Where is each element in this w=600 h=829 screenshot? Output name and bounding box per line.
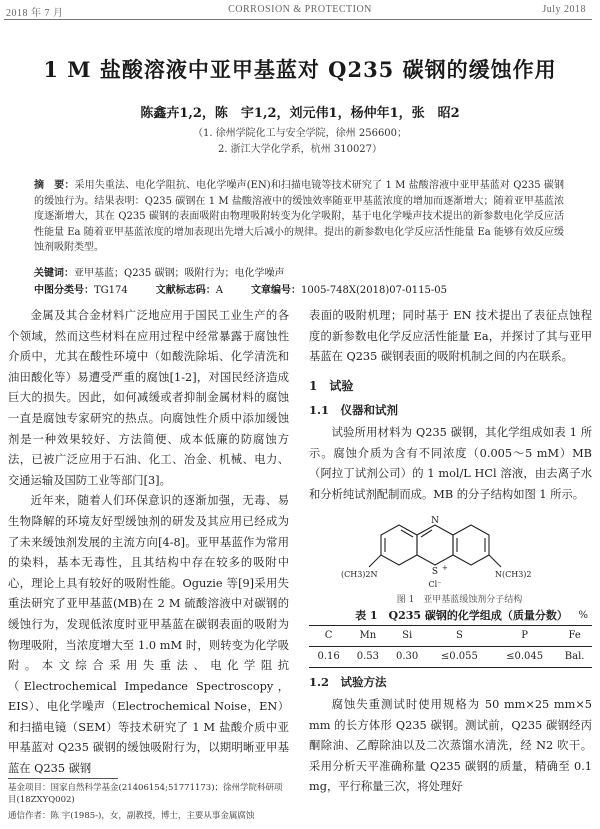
footnote-rule [8,778,118,779]
doc-label: 文献标志码： [155,285,216,296]
right-dimethylamino-label: N(CH3)2 [495,570,532,580]
affiliation-1: （1. 徐州学院化工与安全学院，徐州 256600； [192,128,408,139]
central-ring [417,525,453,565]
table-cell: ≤0.045 [506,651,544,663]
article-label: 文章编号： [250,285,301,296]
section-1-2-heading: 1.2 试验方法 [309,675,387,690]
table-cell: 0.53 [356,651,379,663]
clc-value: TG174 [94,285,128,296]
author-list: 陈鑫卉1,2，陈 宇1,2，刘元伟1，杨仲年1，张 昭2 [140,106,460,121]
header-rule [4,19,592,20]
keywords-text: 亚甲基蓝；Q235 碳钢；吸附行为；电化学噪声 [74,268,285,279]
table-1-unit: % [578,610,588,622]
table-cell: 0.30 [395,651,419,663]
table-1-caption [309,607,592,625]
journal-name: CORROSION & PROTECTION [228,4,372,15]
materials-paragraph: 试验所用材料为 Q235 碳钢，其化学组成如表 1 所示。腐蚀介质为含有不同浓度（0.005～5 mM）MB（阿拉丁试剂公司）的 1 mol/L HCl 溶液，由去离子水和分析纯试剂配制而成。MB 的分子结构如图 1 所示。 [309,425,592,501]
table-row [309,647,592,668]
intro-paragraph-2: 近年来，随着人们环保意识的逐渐加强，无毒、易生物降解的环境友好型缓蚀剂的研发及其应用已经成为了未来缓蚀剂发展的主流方向[4-8]。亚甲基蓝作为常用的染料，基本无毒性，且其结构中存在较多的吸附中心，理论上具有较好的吸附性能。Oguzie 等[9]采用失重法研究了亚甲基蓝(MB)在 2 M 硫酸溶液中对碳钢的缓蚀行为，发现低浓度时亚甲基蓝在碳钢表面的吸附为物理吸附，当浓度增大至 1.0 mM 时，则转变为化学吸附。本文综合采用失重法、电化学阻抗（Electrochemical Impedance Spectroscopy，EIS）、电化学噪声（Electrochemical Noise，EN）和扫描电镜（SEM）等技术研究了 1 M 盐酸介质中亚甲基蓝对 Q235 碳钢的缓蚀吸附行为，以期明晰亚甲基蓝在 Q235 碳钢 [8,494,289,776]
footnotes [8,782,289,822]
figure-1 [309,507,592,593]
corresponding-author-note: 通信作者：陈 宇(1985-)，女，副教授，博士，主要从事金属腐蚀 [8,811,255,821]
affiliation-2: 2. 浙江大学化学系，杭州 310027） [217,144,383,155]
left-dimethylamino-label: (CH3)2N [341,570,378,580]
intro-paragraph-1: 金属及其合金材料广泛地应用于国民工业生产的各个领域，然而这些材料在应用过程中经常暴露于腐蚀性介质中，尤其在酸性环境中（如酸洗除垢、化学清洗和油田酸化等）易遭受严重的腐蚀[1-2]，对国民经济造成巨大的损失。因此，如何减缓或者抑制金属材料的腐蚀一直是腐蚀专家研究的热点。向腐蚀性介质中添加缓蚀剂是一种效果较好、方法简便、成本低廉的防腐蚀方法，已被广泛应用于石油、化工、冶金、机械、电力、交通运输及国防工业等部门[3]。 [8,309,289,487]
abstract-label: 摘 要： [34,180,75,191]
table-header-cell: Si [402,630,413,642]
chloride-counter-ion: Cl⁻ [428,580,442,590]
composition-table [309,625,592,668]
article-meta [34,281,574,296]
methylene-blue-structure [339,507,569,593]
funding-note: 基金项目：国家自然科学基金(21406154;51771173)；徐州学院科研项目(18ZXYQ002) [8,783,283,805]
document-code [156,281,223,296]
table-1-caption-text: 表 1 Q235 碳钢的化学组成（质量分数） [355,609,568,623]
section-1-heading: 1 试验 [309,378,354,393]
right-ring [453,525,489,565]
ring-nitrogen-label: N [431,516,439,527]
doc-value: A [215,285,223,296]
left-amine-bond [369,555,381,567]
table-header-cell: Fe [568,630,581,642]
table-header-cell: Mn [359,630,377,642]
article-number [251,281,447,296]
table-header-cell: C [324,630,333,642]
article-value: 1005-748X(2018)07-0115-05 [300,285,447,296]
left-column [8,306,289,780]
abstract-text: 采用失重法、电化学阻抗、电化学噪声(EN)和扫描电镜等技术研究了 1 M 盐酸溶液中亚甲基蓝对 Q235 碳钢的缓蚀行为。结果表明：Q235 碳钢在 1 M 盐酸溶液中的缓蚀效率随亚甲基蓝浓度的增加而逐渐增大；随着亚甲基蓝浓度逐渐增大，其在 Q235 碳钢的表面吸附由物理吸附转变为化学吸附，基于电化学噪声技术提出的新参数电化学反应活性能量 Ea 随着亚甲基蓝浓度的增加表现出先增大后减小的规律。提出的新参数电化学反应活性能量 Ea 能够有效反应缓蚀剂吸附类型。 [34,180,565,254]
central-ring-double-bond [421,530,432,537]
issue-month: July 2018 [542,4,586,15]
right-column [309,306,592,798]
methods-paragraph: 腐蚀失重测试时使用规格为 50 mm×25 mm×5 mm 的长方体形 Q235 碳钢。测试前，Q235 碳钢经丙酮除油、乙醇除油以及二次蒸馏水清洗，经 N2 吹干。采用分析天平准确称量 Q235 碳钢的质量，精确至 0.1 mg，平行称量三次，将处理好 [309,697,592,794]
left-benzene-ring [381,525,417,565]
section-1-1-heading: 1.1 仪器和试剂 [309,403,399,418]
table-cell: ≤0.055 [440,651,478,663]
clc-label: 中图分类号： [34,285,94,296]
continued-paragraph: 表面的吸附机理；同时基于 EN 技术提出了表征点蚀程度的新参数电化学反应活性能量 Ea，并探讨了其与亚甲基蓝在 Q235 碳钢表面的吸附机制之间的内在联系。 [309,309,592,364]
right-amine-bond [489,555,501,567]
table-cell: 0.16 [317,651,340,663]
table-cell: Bal. [564,651,585,663]
ring-sulfur-label: S [431,567,439,578]
sulfur-charge: + [442,564,448,573]
keywords-label: 关键词： [34,268,74,279]
table-header-row [309,626,592,647]
clc-number [34,281,128,296]
issue-date: 2018 年 7 月 [6,8,64,19]
table-header-cell: P [521,630,528,642]
figure-1-caption: 图 1 亚甲基蓝缓蚀剂分子结构 [396,595,523,606]
paper-title: 1 M 盐酸溶液中亚甲基蓝对 Q235 碳钢的缓蚀作用 [43,57,557,82]
table-header-cell: S [455,630,463,642]
left-ring-double-bond-2 [401,530,413,537]
abstract [34,178,564,256]
keywords [34,264,574,279]
